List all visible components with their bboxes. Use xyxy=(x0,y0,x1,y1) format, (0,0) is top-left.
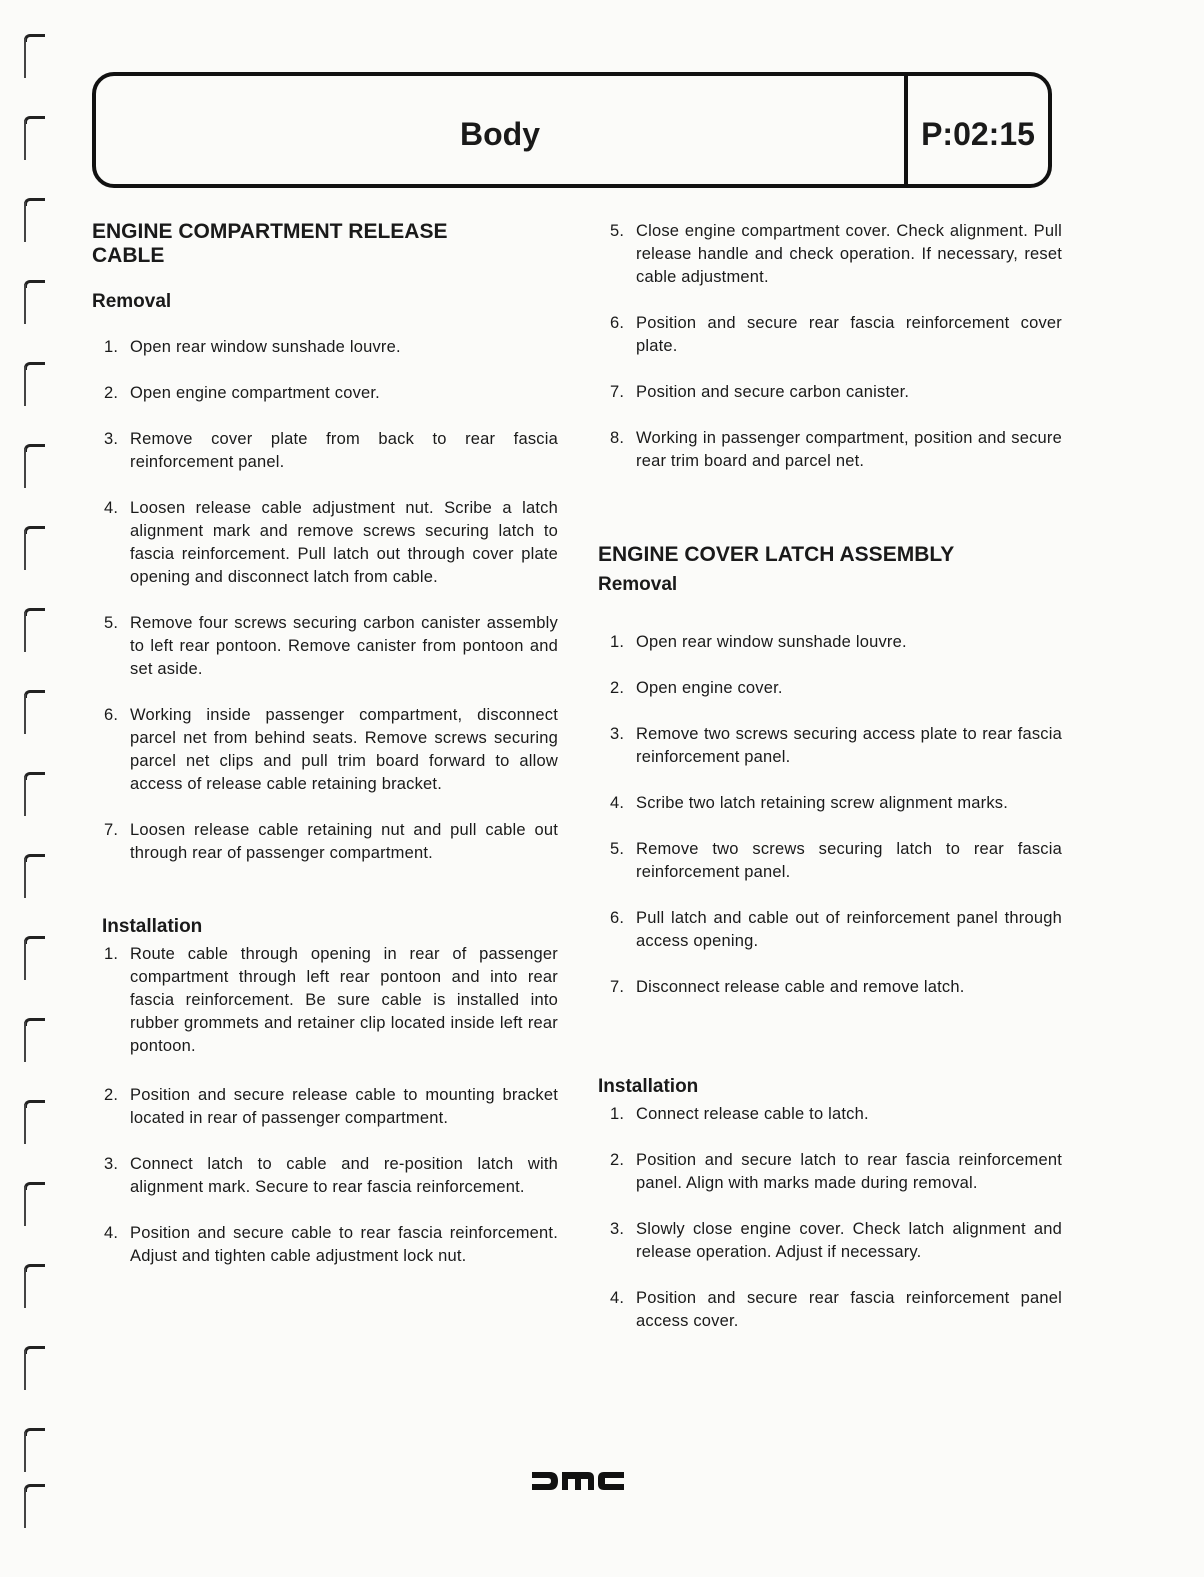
list-item: 2. Position and secure latch to rear fascia reinforcement panel. Align with marks made during removal. xyxy=(610,1151,1062,1192)
binder-ring-icon xyxy=(20,1014,48,1074)
list-item: 8. Working in passenger compartment, position and secure rear trim board and parcel net. xyxy=(610,429,1062,470)
list-item: 6. Position and secure rear fascia reinforcement cover plate. xyxy=(610,314,1062,355)
removal-heading: Removal xyxy=(92,291,172,312)
binder-ring-icon xyxy=(20,686,48,746)
binder-ring-icon xyxy=(20,1342,48,1402)
list-item: 2. Position and secure release cable to mounting bracket located in rear of passenger compartment. xyxy=(104,1086,558,1127)
list-item: 7. Loosen release cable retaining nut and pull cable out through rear of passenger compartment. xyxy=(104,821,558,862)
list-item: 1. Open rear window sunshade louvre. xyxy=(610,633,907,651)
list-item: 3. Slowly close engine cover. Check latch alignment and release operation. Adjust if necessary. xyxy=(610,1220,1062,1261)
list-item: 1. Connect release cable to latch. xyxy=(610,1105,869,1123)
binder-ring-icon xyxy=(20,932,48,992)
list-item: 3. Remove two screws securing access plate to rear fascia reinforcement panel. xyxy=(610,725,1062,766)
list-item: 4. Position and secure cable to rear fascia reinforcement. Adjust and tighten cable adjustment lock nut. xyxy=(104,1224,558,1265)
binder-ring-icon xyxy=(20,276,48,336)
removal-heading: Removal xyxy=(598,574,678,595)
list-item: 5. Close engine compartment cover. Check alignment. Pull release handle and check operation. If necessary, reset cable adjustment. xyxy=(610,222,1062,286)
installation-heading: Installation xyxy=(598,1076,699,1097)
list-item: 5. Remove two screws securing latch to rear fascia reinforcement panel. xyxy=(610,840,1062,881)
binder-ring-icon xyxy=(20,1096,48,1156)
continued-installation-steps xyxy=(598,220,1062,473)
binder-ring-icon xyxy=(20,1178,48,1238)
installation-steps xyxy=(598,1103,1062,1333)
page-code: P:02:15 xyxy=(921,116,1035,152)
binder-rings xyxy=(14,30,54,1530)
binder-ring-icon xyxy=(20,522,48,582)
list-item: 6. Pull latch and cable out of reinforcement panel through access opening. xyxy=(610,909,1062,950)
binder-ring-icon xyxy=(20,194,48,254)
list-item: 4. Scribe two latch retaining screw alignment marks. xyxy=(610,794,1009,812)
list-item: 5. Remove four screws securing carbon canister assembly to left rear pontoon. Remove canister from pontoon and set aside. xyxy=(104,614,558,678)
list-item: 6. Working inside passenger compartment, disconnect parcel net from behind seats. Remove screws securing parcel net clips and pull trim board forward to allow access of release cable retaining bracket. xyxy=(104,706,558,793)
binder-ring-icon xyxy=(20,112,48,172)
list-item: 3. Connect latch to cable and re-position latch with alignment mark. Secure to rear fascia reinforcement. xyxy=(104,1155,558,1196)
binder-ring-icon xyxy=(20,440,48,500)
list-item: 2. Open engine cover. xyxy=(610,679,783,697)
list-item: 3. Remove cover plate from back to rear fascia reinforcement panel. xyxy=(104,430,558,471)
list-item: 7. Disconnect release cable and remove latch. xyxy=(610,978,965,996)
binder-ring-icon xyxy=(20,1480,48,1540)
left-column xyxy=(92,220,558,1268)
list-item: 7. Position and secure carbon canister. xyxy=(610,383,910,401)
list-item: 4. Loosen release cable adjustment nut. Scribe a latch alignment mark and remove screws securing latch to fascia reinforcement. Pull latch out through cover plate opening and disconnect latch from cable. xyxy=(104,499,558,586)
binder-ring-icon xyxy=(20,1260,48,1320)
binder-ring-icon xyxy=(20,358,48,418)
binder-ring-icon xyxy=(20,604,48,664)
page-header xyxy=(92,72,1052,188)
removal-steps xyxy=(598,631,1062,999)
binder-ring-icon xyxy=(20,850,48,910)
binder-ring-icon xyxy=(20,1424,48,1484)
section-title-latch-assembly: ENGINE COVER LATCH ASSEMBLY xyxy=(598,543,955,566)
list-item: 4. Position and secure rear fascia reinforcement panel access cover. xyxy=(610,1289,1062,1330)
section-title-release-cable: ENGINE COMPARTMENT RELEASE CABLE xyxy=(92,220,448,267)
list-item: 2. Open engine compartment cover. xyxy=(104,384,380,402)
list-item: 1. Open rear window sunshade louvre. xyxy=(104,338,401,356)
list-item: 1. Route cable through opening in rear of passenger compartment through left rear pontoon and into rear fascia reinforcement. Be sure cable is installed into rubber grommets and retainer clip located inside left rear pontoon. xyxy=(104,945,558,1055)
right-column xyxy=(598,220,1062,1333)
binder-ring-icon xyxy=(20,768,48,828)
page-title: Body xyxy=(460,116,540,152)
installation-heading: Installation xyxy=(102,916,203,937)
removal-steps xyxy=(92,336,558,865)
dmc-logo-icon xyxy=(532,1470,624,1492)
installation-steps xyxy=(92,943,558,1268)
binder-ring-icon xyxy=(20,30,48,90)
